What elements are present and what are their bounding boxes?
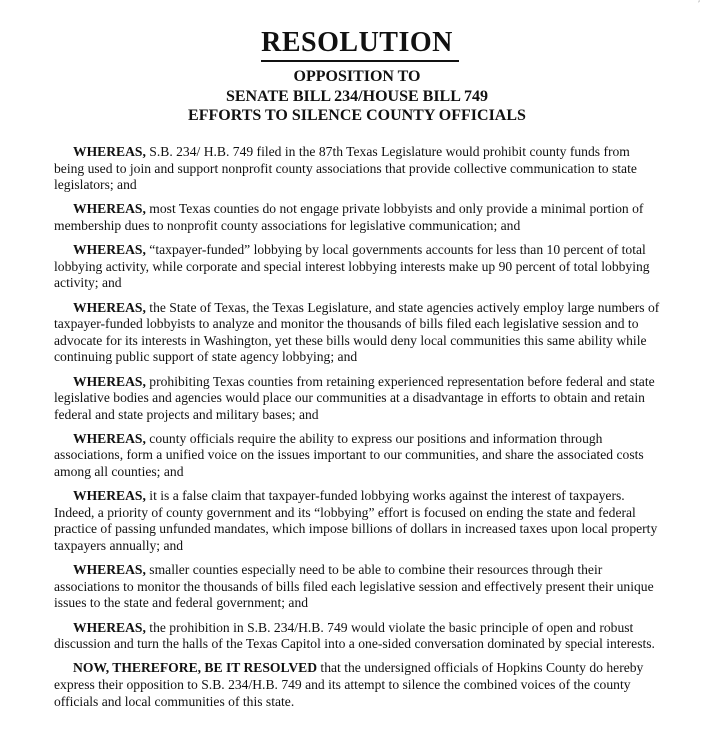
paragraph-text: county officials require the ability to express our positions and information through associations, form a unified voice on the issues important to our communities, and share the associated costs among all counties; and: [54, 430, 644, 480]
resolved-paragraph: [54, 660, 660, 710]
paragraph-lead: WHEREAS,: [73, 430, 146, 446]
paragraph-text: the prohibition in S.B. 234/H.B. 749 would violate the basic principle of open and robust discussion and turn the halls of the Texas Capitol into a one-sided conversation dominated by special interests.: [54, 619, 655, 652]
subtitle-block: [0, 67, 714, 126]
paragraph-lead: WHEREAS,: [73, 373, 146, 389]
paragraph-text: the State of Texas, the Texas Legislature, and state agencies actively employ large numbers of taxpayer-funded lobbyists to analyze and monitor the thousands of bills filed each legislative session and to advocate for its interests in Washington, yet these bills would deny local communities this same ability while continuing public support of state agency lobbying; and: [54, 299, 660, 365]
subtitle-line: OPPOSITION TO: [293, 68, 421, 85]
whereas-paragraph: [54, 242, 660, 292]
whereas-paragraph: [54, 488, 660, 554]
resolution-body: [54, 144, 660, 718]
whereas-paragraph: [54, 144, 660, 194]
paragraph-text: it is a false claim that taxpayer-funded lobbying works against the interest of taxpayers. Indeed, a priority of county government and its “lobbying” effort is focused on ending the state and federal practice of passing unfunded mandates, which impose billions of dollars in increased taxes upon local property taxpayers annually; and: [54, 488, 658, 554]
paragraph-lead: WHEREAS,: [73, 488, 146, 504]
paragraph-text: S.B. 234/ H.B. 749 filed in the 87th Texas Legislature would prohibit county funds from being used to join and support nonprofit county associations that provide collective communication to state legislators; and: [54, 144, 637, 193]
whereas-paragraph: [54, 300, 660, 366]
paragraph-lead: WHEREAS,: [73, 144, 146, 159]
whereas-paragraph: [54, 562, 660, 612]
paragraph-text: most Texas counties do not engage private lobbyists and only provide a minimal portion of membership dues to nonprofit county associations for legislative communication; and: [54, 201, 644, 233]
paragraph-lead: NOW, THEREFORE, BE IT RESOLVED: [73, 660, 318, 676]
title-underline: [261, 60, 459, 62]
whereas-paragraph: [54, 201, 660, 234]
paragraph-text: prohibiting Texas counties from retaining experienced representation before federal and state legislative bodies and agencies would place our communities at a disadvantage in efforts to obtain and retain federal and state projects and military bases; and: [54, 373, 655, 422]
paragraph-lead: WHEREAS,: [73, 619, 146, 635]
paragraph-text: “taxpayer-funded” lobbying by local governments accounts for less than 10 percent of total lobbying activity, while corporate and special interest lobbying interests make up 90 percent of total lobbying activity; and: [54, 242, 650, 291]
paragraph-lead: WHEREAS,: [73, 242, 146, 258]
subtitle-line: EFFORTS TO SILENCE COUNTY OFFICIALS: [188, 107, 526, 124]
whereas-paragraph: [54, 431, 660, 481]
whereas-paragraph: [54, 620, 660, 653]
paragraph-lead: WHEREAS,: [73, 201, 146, 217]
paragraph-text: that the undersigned officials of Hopkins County do hereby express their opposition to S.B. 234/H.B. 749 and its attempt to silence the combined voices of the county officials and local communities of this state.: [54, 660, 644, 709]
paragraph-text: smaller counties especially need to be able to combine their resources through their associations to monitor the thousands of bills filed each legislative session and effectively present their unique issues to the state and federal government; and: [54, 562, 654, 611]
whereas-paragraph: [54, 374, 660, 424]
corner-scan-mark: ′: [698, 0, 700, 8]
paragraph-lead: WHEREAS,: [73, 562, 146, 578]
paragraph-lead: WHEREAS,: [73, 299, 146, 315]
subtitle-line: SENATE BILL 234/HOUSE BILL 749: [225, 87, 488, 105]
document-title: RESOLUTION: [261, 27, 453, 58]
